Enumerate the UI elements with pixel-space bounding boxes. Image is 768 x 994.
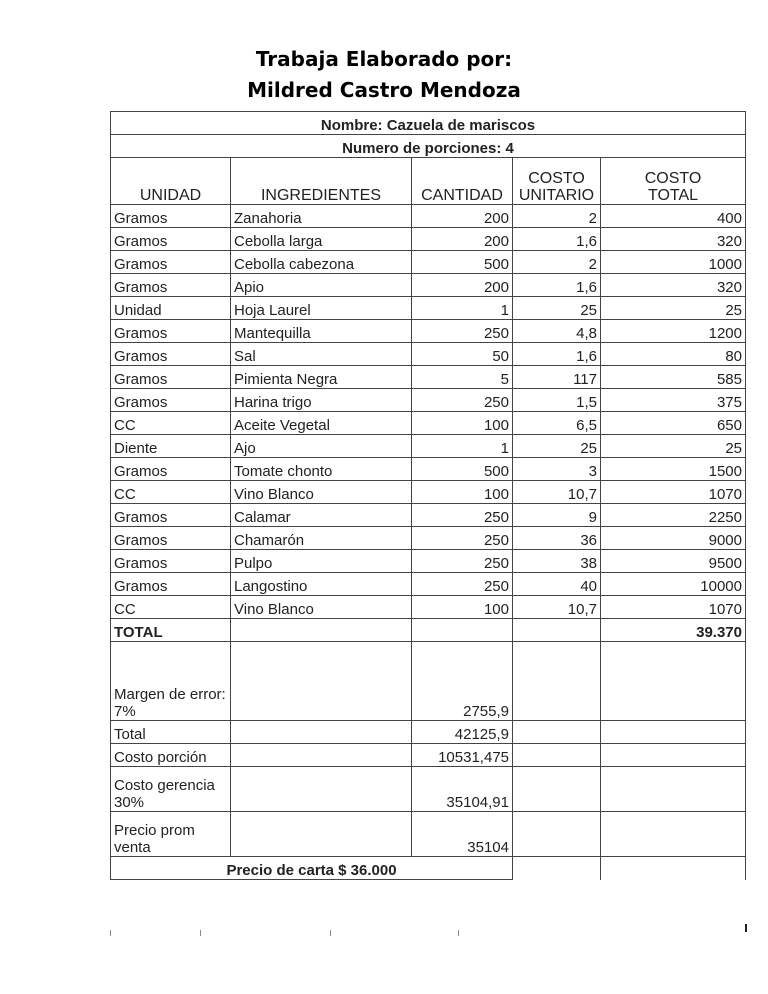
ingredient-row — [111, 205, 746, 228]
cell-unidad: Gramos — [111, 320, 231, 343]
summary-blank-cell — [601, 642, 746, 721]
summary-blank-cell — [513, 767, 601, 812]
cell-unidad: Gramos — [111, 366, 231, 389]
cell-ingrediente: Harina trigo — [231, 389, 412, 412]
cell-costo-total: 400 — [601, 205, 746, 228]
cell-ingrediente: Ajo — [231, 435, 412, 458]
cell-cantidad: 200 — [412, 228, 513, 251]
cell-costo-unitario: 10,7 — [513, 596, 601, 619]
cell-unidad: Gramos — [111, 205, 231, 228]
precio-carta: Precio de carta $ 36.000 — [111, 857, 513, 880]
summary-blank-cell — [601, 744, 746, 767]
cell-costo-unitario: 40 — [513, 573, 601, 596]
cell-cantidad: 200 — [412, 274, 513, 297]
cell-unidad: Gramos — [111, 251, 231, 274]
total-empty-cell — [231, 619, 412, 642]
header-costo-total-line1: COSTO — [644, 170, 702, 187]
summary-blank-cell — [513, 721, 601, 744]
cell-ingrediente: Sal — [231, 343, 412, 366]
summary-row — [111, 642, 746, 721]
ingredient-row — [111, 412, 746, 435]
cell-cantidad: 100 — [412, 481, 513, 504]
cell-costo-total: 25 — [601, 297, 746, 320]
total-value: 39.370 — [601, 619, 746, 642]
cell-costo-unitario: 9 — [513, 504, 601, 527]
summary-blank-cell — [513, 744, 601, 767]
summary-value: 10531,475 — [412, 744, 513, 767]
cell-unidad: Gramos — [111, 504, 231, 527]
cell-cantidad: 5 — [412, 366, 513, 389]
cell-costo-total: 10000 — [601, 573, 746, 596]
recipe-cost-table — [110, 111, 746, 880]
summary-empty-cell — [231, 642, 412, 721]
cell-ingrediente: Pulpo — [231, 550, 412, 573]
summary-value: 42125,9 — [412, 721, 513, 744]
header-costo-total-line2: TOTAL — [647, 187, 699, 204]
cell-ingrediente: Cebolla cabezona — [231, 251, 412, 274]
cell-costo-total: 80 — [601, 343, 746, 366]
cell-cantidad: 50 — [412, 343, 513, 366]
cell-cantidad: 1 — [412, 297, 513, 320]
summary-blank-cell — [513, 642, 601, 721]
header-unidad: UNIDAD — [111, 158, 231, 205]
cell-unidad: Unidad — [111, 297, 231, 320]
cell-unidad: Gramos — [111, 458, 231, 481]
cell-costo-unitario: 6,5 — [513, 412, 601, 435]
total-empty-cell — [412, 619, 513, 642]
summary-label: Costo gerencia 30% — [111, 767, 231, 812]
cell-cantidad: 100 — [412, 412, 513, 435]
summary-row — [111, 721, 746, 744]
cell-costo-unitario: 1,6 — [513, 343, 601, 366]
ingredient-row — [111, 435, 746, 458]
ingredient-row — [111, 320, 746, 343]
cell-costo-unitario: 1,6 — [513, 228, 601, 251]
cell-costo-total: 1500 — [601, 458, 746, 481]
cell-ingrediente: Mantequilla — [231, 320, 412, 343]
cell-costo-unitario: 25 — [513, 297, 601, 320]
cell-cantidad: 250 — [412, 389, 513, 412]
summary-empty-cell — [231, 767, 412, 812]
summary-value: 35104,91 — [412, 767, 513, 812]
cell-cantidad: 1 — [412, 435, 513, 458]
cell-costo-unitario: 4,8 — [513, 320, 601, 343]
cell-costo-unitario: 1,5 — [513, 389, 601, 412]
summary-blank-cell — [601, 857, 746, 880]
ingredient-row — [111, 366, 746, 389]
cell-unidad: Gramos — [111, 228, 231, 251]
cell-cantidad: 500 — [412, 458, 513, 481]
grid-tick — [330, 930, 331, 936]
cell-ingrediente: Chamarón — [231, 527, 412, 550]
summary-label: Costo porción — [111, 744, 231, 767]
cell-unidad: Gramos — [111, 389, 231, 412]
cell-costo-unitario: 2 — [513, 205, 601, 228]
cell-unidad: CC — [111, 412, 231, 435]
precio-carta-row — [111, 857, 746, 880]
header-costo-unitario-line2: UNITARIO — [518, 187, 595, 204]
header-costo-unitario-line1: COSTO — [528, 170, 585, 187]
ingredient-row — [111, 389, 746, 412]
cell-cantidad: 250 — [412, 527, 513, 550]
cell-costo-total: 1200 — [601, 320, 746, 343]
cell-cantidad: 100 — [412, 596, 513, 619]
ingredient-row — [111, 228, 746, 251]
cell-costo-unitario: 117 — [513, 366, 601, 389]
ingredient-row — [111, 527, 746, 550]
recipe-name: Nombre: Cazuela de mariscos — [111, 112, 746, 135]
header-cantidad: CANTIDAD — [412, 158, 513, 205]
summary-empty-cell — [231, 812, 412, 857]
header-ingredientes: INGREDIENTES — [231, 158, 412, 205]
total-empty-cell — [513, 619, 601, 642]
cell-ingrediente: Vino Blanco — [231, 481, 412, 504]
cell-costo-total: 9500 — [601, 550, 746, 573]
cell-costo-total: 320 — [601, 228, 746, 251]
total-row — [111, 619, 746, 642]
cell-costo-unitario: 1,6 — [513, 274, 601, 297]
grid-tick — [745, 924, 747, 932]
cell-costo-unitario: 3 — [513, 458, 601, 481]
cell-unidad: Gramos — [111, 274, 231, 297]
cell-costo-total: 9000 — [601, 527, 746, 550]
ingredient-row — [111, 297, 746, 320]
cell-costo-total: 1070 — [601, 481, 746, 504]
total-label: TOTAL — [111, 619, 231, 642]
grid-tick — [110, 930, 111, 936]
portions-count: Numero de porciones: 4 — [111, 135, 746, 158]
ingredient-row — [111, 504, 746, 527]
summary-blank-cell — [513, 812, 601, 857]
grid-tick — [200, 930, 201, 936]
cell-ingrediente: Cebolla larga — [231, 228, 412, 251]
ingredient-row — [111, 481, 746, 504]
header-costo-unitario — [513, 158, 601, 205]
document-title-line-1: Trabaja Elaborado por: — [255, 47, 513, 71]
cell-costo-total: 25 — [601, 435, 746, 458]
ingredient-row — [111, 343, 746, 366]
ingredient-row — [111, 596, 746, 619]
cell-costo-total: 650 — [601, 412, 746, 435]
summary-label: Total — [111, 721, 231, 744]
cell-cantidad: 250 — [412, 504, 513, 527]
cell-costo-total: 2250 — [601, 504, 746, 527]
document-title-line-2: Mildred Castro Mendoza — [247, 78, 521, 102]
summary-row — [111, 744, 746, 767]
cell-ingrediente: Hoja Laurel — [231, 297, 412, 320]
summary-row — [111, 812, 746, 857]
cell-costo-total: 375 — [601, 389, 746, 412]
cell-unidad: CC — [111, 481, 231, 504]
cell-costo-total: 1070 — [601, 596, 746, 619]
cell-unidad: CC — [111, 596, 231, 619]
ingredient-row — [111, 550, 746, 573]
cell-unidad: Gramos — [111, 343, 231, 366]
summary-blank-cell — [601, 721, 746, 744]
cell-ingrediente: Vino Blanco — [231, 596, 412, 619]
cell-cantidad: 200 — [412, 205, 513, 228]
cell-unidad: Gramos — [111, 573, 231, 596]
ingredient-row — [111, 573, 746, 596]
cell-costo-unitario: 36 — [513, 527, 601, 550]
grid-tick — [458, 930, 459, 936]
cell-ingrediente: Pimienta Negra — [231, 366, 412, 389]
cell-costo-unitario: 38 — [513, 550, 601, 573]
cell-ingrediente: Zanahoria — [231, 205, 412, 228]
summary-row — [111, 767, 746, 812]
summary-label: Precio prom venta — [111, 812, 231, 857]
cell-ingrediente: Apio — [231, 274, 412, 297]
cell-cantidad: 500 — [412, 251, 513, 274]
cell-costo-total: 1000 — [601, 251, 746, 274]
cell-costo-total: 585 — [601, 366, 746, 389]
summary-value: 35104 — [412, 812, 513, 857]
cell-unidad: Diente — [111, 435, 231, 458]
cell-unidad: Gramos — [111, 527, 231, 550]
summary-blank-cell — [601, 767, 746, 812]
cell-costo-unitario: 25 — [513, 435, 601, 458]
cell-cantidad: 250 — [412, 573, 513, 596]
cell-cantidad: 250 — [412, 550, 513, 573]
summary-blank-cell — [513, 857, 601, 880]
ingredient-row — [111, 251, 746, 274]
cell-costo-unitario: 10,7 — [513, 481, 601, 504]
summary-empty-cell — [231, 721, 412, 744]
summary-blank-cell — [601, 812, 746, 857]
cell-unidad: Gramos — [111, 550, 231, 573]
summary-value: 2755,9 — [412, 642, 513, 721]
cell-ingrediente: Langostino — [231, 573, 412, 596]
cell-costo-total: 320 — [601, 274, 746, 297]
summary-empty-cell — [231, 744, 412, 767]
summary-label: Margen de error: 7% — [111, 642, 231, 721]
ingredient-row — [111, 458, 746, 481]
cell-ingrediente: Aceite Vegetal — [231, 412, 412, 435]
cell-costo-unitario: 2 — [513, 251, 601, 274]
header-costo-total — [601, 158, 746, 205]
cell-ingrediente: Calamar — [231, 504, 412, 527]
cell-ingrediente: Tomate chonto — [231, 458, 412, 481]
ingredient-row — [111, 274, 746, 297]
cell-cantidad: 250 — [412, 320, 513, 343]
